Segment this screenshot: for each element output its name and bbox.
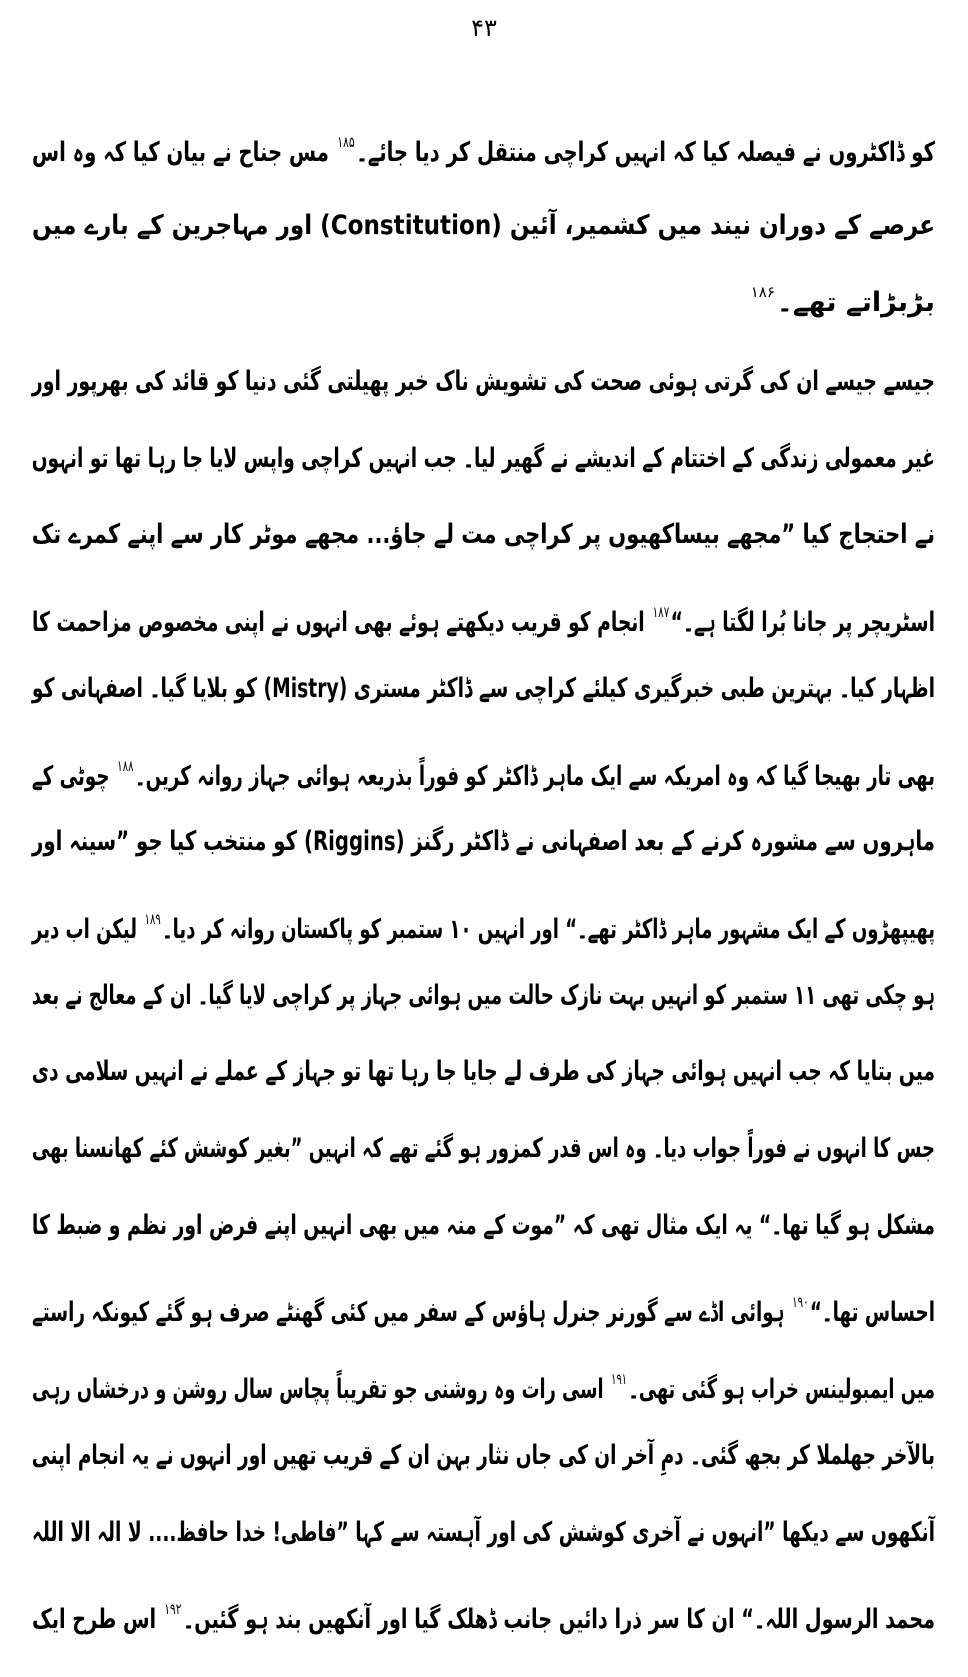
text-line [32,204,935,248]
text-segment: مس جناح نے بیان کیا کہ وہ اس [32,137,336,168]
footnote-reference: ۱۸۹ [144,909,161,928]
text-line [32,513,935,557]
footnote-reference: ۱۹۲ [164,1600,182,1619]
text-segment: ہوائی اڈے سے گورنر جنرل ہاؤس کے سفر میں کئی گھنٹے صرف ہو گئے کیونکہ راستے [32,1297,791,1329]
text-segment: ہو چکی تھی ۱۱ ستمبر کو انہیں بہت نازک حالت میں ہوائی جہاز پر کراچی لایا گیا۔ ان کے معالج نے بعد [31,979,935,1011]
text-line [32,120,935,175]
text-segment: اسی رات وہ روشنی جو تقریباً پچاس سال روشن و درخشاں رہی [32,1374,610,1406]
text-segment: چوٹی کے [31,760,116,792]
text-segment: محمد الرسول اللہ۔“ ان کا سر ذرا دائیں جانب ڈھلک گیا اور آنکھیں بند ہو گئیں۔ [182,1604,936,1636]
text-line [32,897,935,952]
footnote-reference: ۱۸۷ [652,603,670,622]
text-line [32,1127,935,1171]
text-segment: نے احتجاج کیا ”مجھے بیساکھیوں پر کراچی مت لے جاؤ... مجھے موٹر کار سے اپنے کمرے تک [31,519,935,551]
text-segment: بھی تار بھیجا گیا کہ وہ امریکہ سے ایک ماہر ڈاکٹر کو فوراً بذریعہ ہوائی جہاز روانہ کریں۔ [134,760,936,792]
text-segment: بالآخر جھلملا کر بجھ گئی۔ دمِ آخر ان کی جاں نثار بہن ان کے قریب تھیں اور انہوں نے یہ انجام اپنی [31,1439,935,1471]
text-line [32,1050,935,1094]
text-segment: انجام کو قریب دیکھتے ہوئے بھی انہوں نے اپنی مخصوص مزاحمت کا [32,607,652,639]
footnote-reference: ۱۹۱ [611,1370,628,1389]
footnote-reference: ۱۹۰ [792,1293,809,1312]
text-segment: مشکل ہو گیا تھا۔“ یہ ایک مثال تھی کہ ”موت کے منہ میں بھی انہیں اپنے فرض اور نظم و ضبط کا [31,1209,936,1241]
text-segment: احساس تھا۔“ [809,1297,935,1329]
text-segment: پھیپھڑوں کے ایک مشہور ماہر ڈاکٹر تھے۔“ اور انہیں ۱۰ ستمبر کو پاکستان روانہ کر دیا۔ [162,913,935,945]
text-line [32,974,935,1018]
text-line [32,437,935,481]
text-segment: جیسے جیسے ان کی گرتی ہوئی صحت کی تشویش ناک خبر پھیلتی گئی دنیا کو قائد کی بھرپور اور [31,366,936,397]
text-line [32,1511,935,1555]
text-line [32,1204,935,1248]
text-segment: میں ایمبولینس خراب ہو گئی تھی۔ [628,1374,935,1406]
text-line [32,1587,935,1642]
text-segment: بڑبڑاتے تھے۔ [776,287,935,318]
text-line [32,744,935,799]
text-segment: کو ڈاکٹروں نے فیصلہ کیا کہ انہیں کراچی منتقل کر دیا جائے۔ [356,137,936,168]
text-line [32,360,935,404]
footnote-reference: ۱۸۸ [117,756,134,775]
text-segment: اظہار کیا۔ بہترین طبی خبرگیری کیلئے کراچی سے ڈاکٹر مستری (Mistry) کو بلایا گیا۔ اصفہانی کو [31,672,936,704]
text-line [32,820,935,864]
text-segment: لیکن اب دیر [32,913,144,945]
text-segment: میں بتایا کہ جب انہیں ہوائی جہاز کی طرف لے جایا جا رہا تھا تو جہاز کے عملے نے انہیں سلامی دی [31,1056,936,1088]
text-segment: اس طرح ایک [32,1604,163,1636]
footnote-reference: ۱۸۶ [750,283,775,301]
text-segment: غیر معمولی زندگی کے اختتام کے اندیشے نے گھیر لیا۔ جب انہیں کراچی واپس لایا جا رہا تھا تو انہوں [31,442,936,474]
text-line [32,590,935,645]
text-segment: جس کا انہوں نے فوراً جواب دیا۔ وہ اس قدر کمزور ہو گئے تھے کہ انہیں ”بغیر کوشش کئے کھانسنا بھی [31,1133,936,1164]
text-line [32,1357,935,1412]
text-line [32,1434,935,1478]
text-line [32,667,935,711]
page-number: ۴۳ [471,14,497,42]
text-segment: آنکھوں سے دیکھا ”انہوں نے آخری کوشش کی اور آہستہ سے کہا ”فاطی! خدا حافظ.... لا الہ الا اللہ [32,1516,935,1548]
text-segment: عرصے کے دوران نیند میں کشمیر، آئین (Constitution) اور مہاجرین کے بارے میں [32,210,936,241]
text-segment: ماہروں سے مشورہ کرنے کے بعد اصفہانی نے ڈاکٹر رگنز (Riggins) کو منتخب کیا جو ”سینہ اور [32,826,935,858]
text-segment: اسٹریچر پر جانا بُرا لگتا ہے۔“ [670,607,935,639]
text-line [32,270,935,325]
footnote-reference: ۱۸۵ [337,133,355,151]
text-line [32,1280,935,1335]
